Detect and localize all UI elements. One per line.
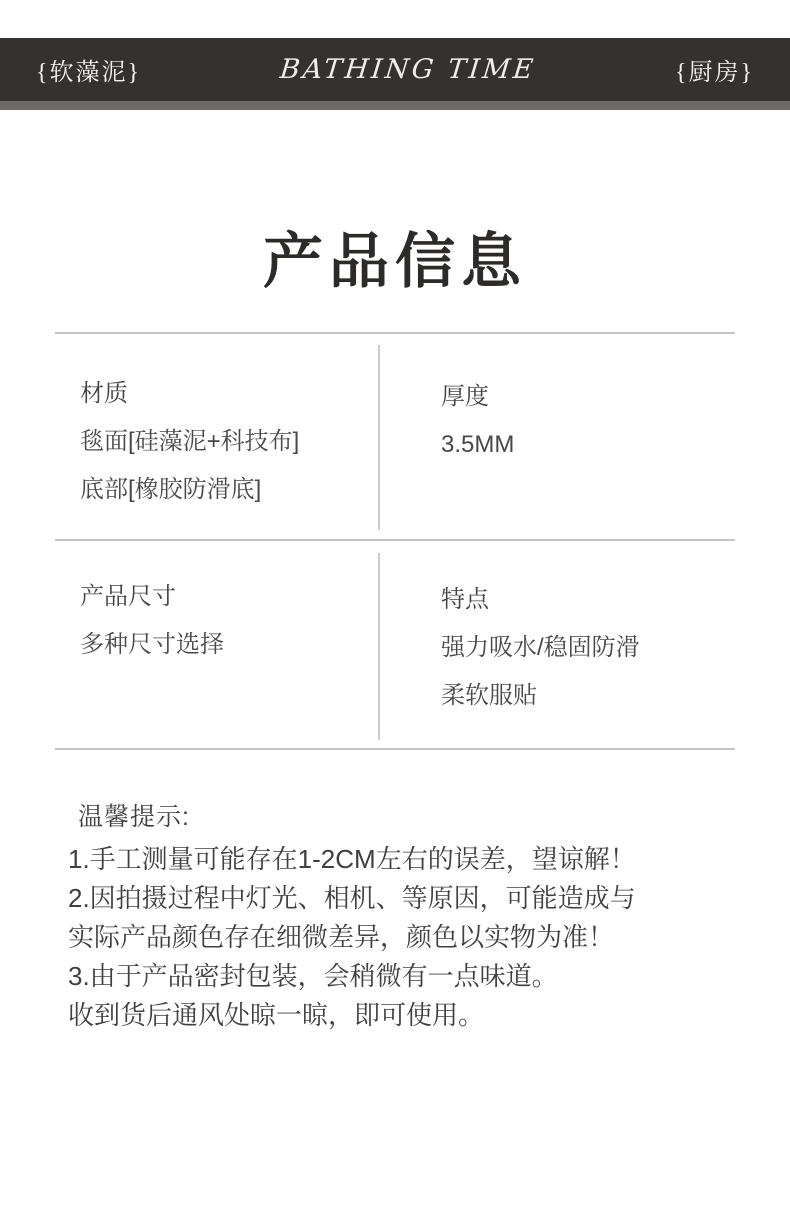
spec-table bbox=[55, 332, 735, 750]
header-right-tag: {厨房} bbox=[674, 60, 754, 86]
spec-value: 强力吸水/稳固防滑 bbox=[441, 634, 640, 661]
spec-value: 多种尺寸选择 bbox=[80, 631, 224, 658]
table-middle-line bbox=[55, 539, 735, 541]
table-vertical-divider-row2 bbox=[378, 553, 380, 740]
tips-line: 实际产品颜色存在细微差异，颜色以实物为准！ bbox=[68, 922, 615, 952]
spec-value: 毯面[硅藻泥+科技布] bbox=[80, 428, 300, 455]
spec-value: 3.5MM bbox=[441, 431, 515, 458]
tips-line: 3.由于产品密封包装，会稍微有一点味道。 bbox=[68, 961, 558, 991]
spec-cell-thickness bbox=[441, 383, 514, 458]
spec-cell-features bbox=[441, 586, 640, 709]
spec-cell-material bbox=[80, 380, 299, 503]
table-top-line bbox=[55, 332, 735, 334]
header-accent-strip bbox=[0, 101, 790, 110]
spec-cell-size bbox=[80, 583, 224, 658]
brand-script-text: BATHING TIME bbox=[278, 54, 538, 85]
table-vertical-divider-row1 bbox=[378, 345, 380, 530]
spec-label: 特点 bbox=[441, 586, 489, 613]
tips-heading: 温馨提示: bbox=[78, 803, 190, 831]
spec-value: 柔软服贴 bbox=[441, 682, 537, 709]
spec-label: 材质 bbox=[80, 380, 128, 407]
header-left-tag: {软藻泥} bbox=[36, 60, 142, 86]
tips-line: 2.因拍摄过程中灯光、相机、等原因，可能造成与 bbox=[68, 883, 636, 913]
tips-line: 1.手工测量可能存在1-2CM左右的误差，望谅解！ bbox=[68, 844, 636, 874]
page-title: 产品信息 bbox=[263, 229, 527, 295]
spec-label: 产品尺寸 bbox=[80, 583, 176, 610]
tips-line: 收到货后通风处晾一晾，即可使用。 bbox=[68, 1000, 485, 1030]
table-bottom-line bbox=[55, 748, 735, 750]
tips-body bbox=[68, 840, 718, 1035]
spec-label: 厚度 bbox=[441, 383, 489, 410]
header-bar bbox=[0, 38, 790, 101]
spec-value: 底部[橡胶防滑底] bbox=[80, 476, 262, 503]
